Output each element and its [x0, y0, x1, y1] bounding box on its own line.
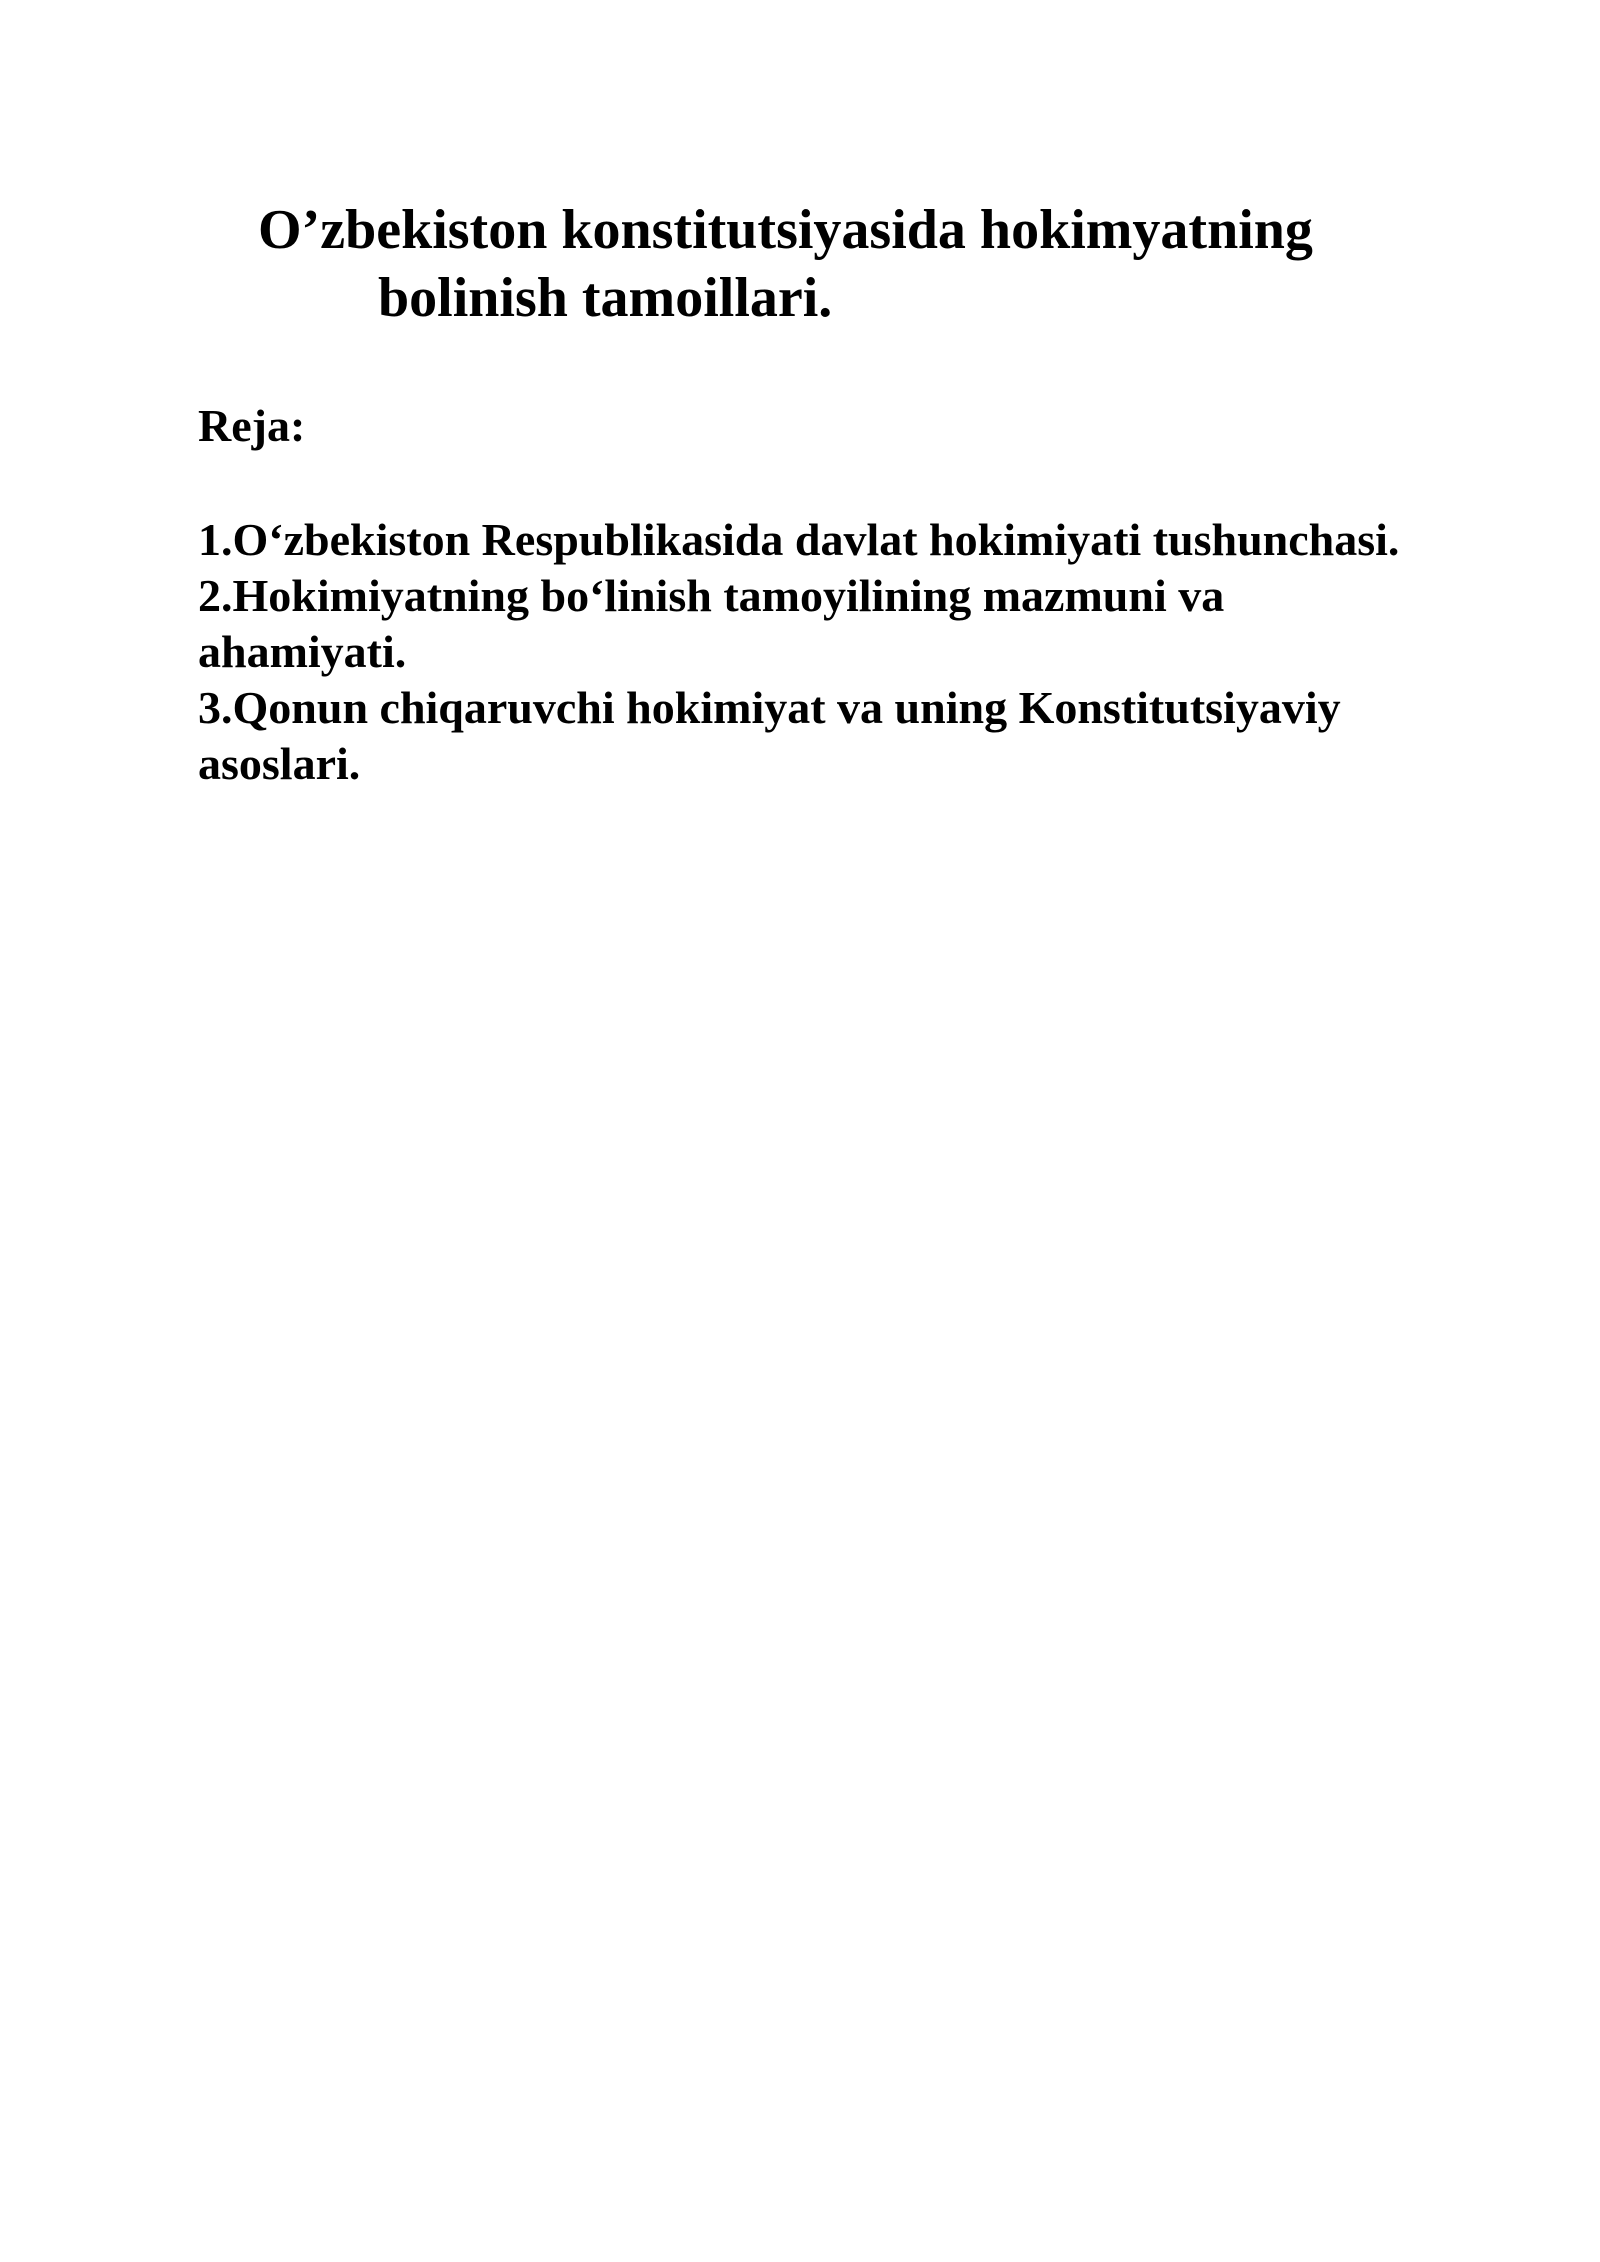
plan-list [198, 512, 1438, 792]
plan-item-3: 3.Qonun chiqaruvchi hokimiyat va uning Konstitutsiyaviy asoslari. [198, 682, 1341, 789]
title-line-2: bolinish tamoillari. [378, 267, 833, 329]
plan-item-1: 1.O‘zbekiston Respublikasida davlat hokimiyati tushunchasi. [198, 514, 1400, 565]
document-title [258, 196, 1458, 332]
plan-heading: Reja: [198, 400, 306, 451]
title-line-1: O’zbekiston konstitutsiyasida hokimyatning [258, 199, 1313, 261]
plan-item-2: 2.Hokimiyatning bo‘linish tamoyilining mazmuni va ahamiyati. [198, 570, 1225, 677]
